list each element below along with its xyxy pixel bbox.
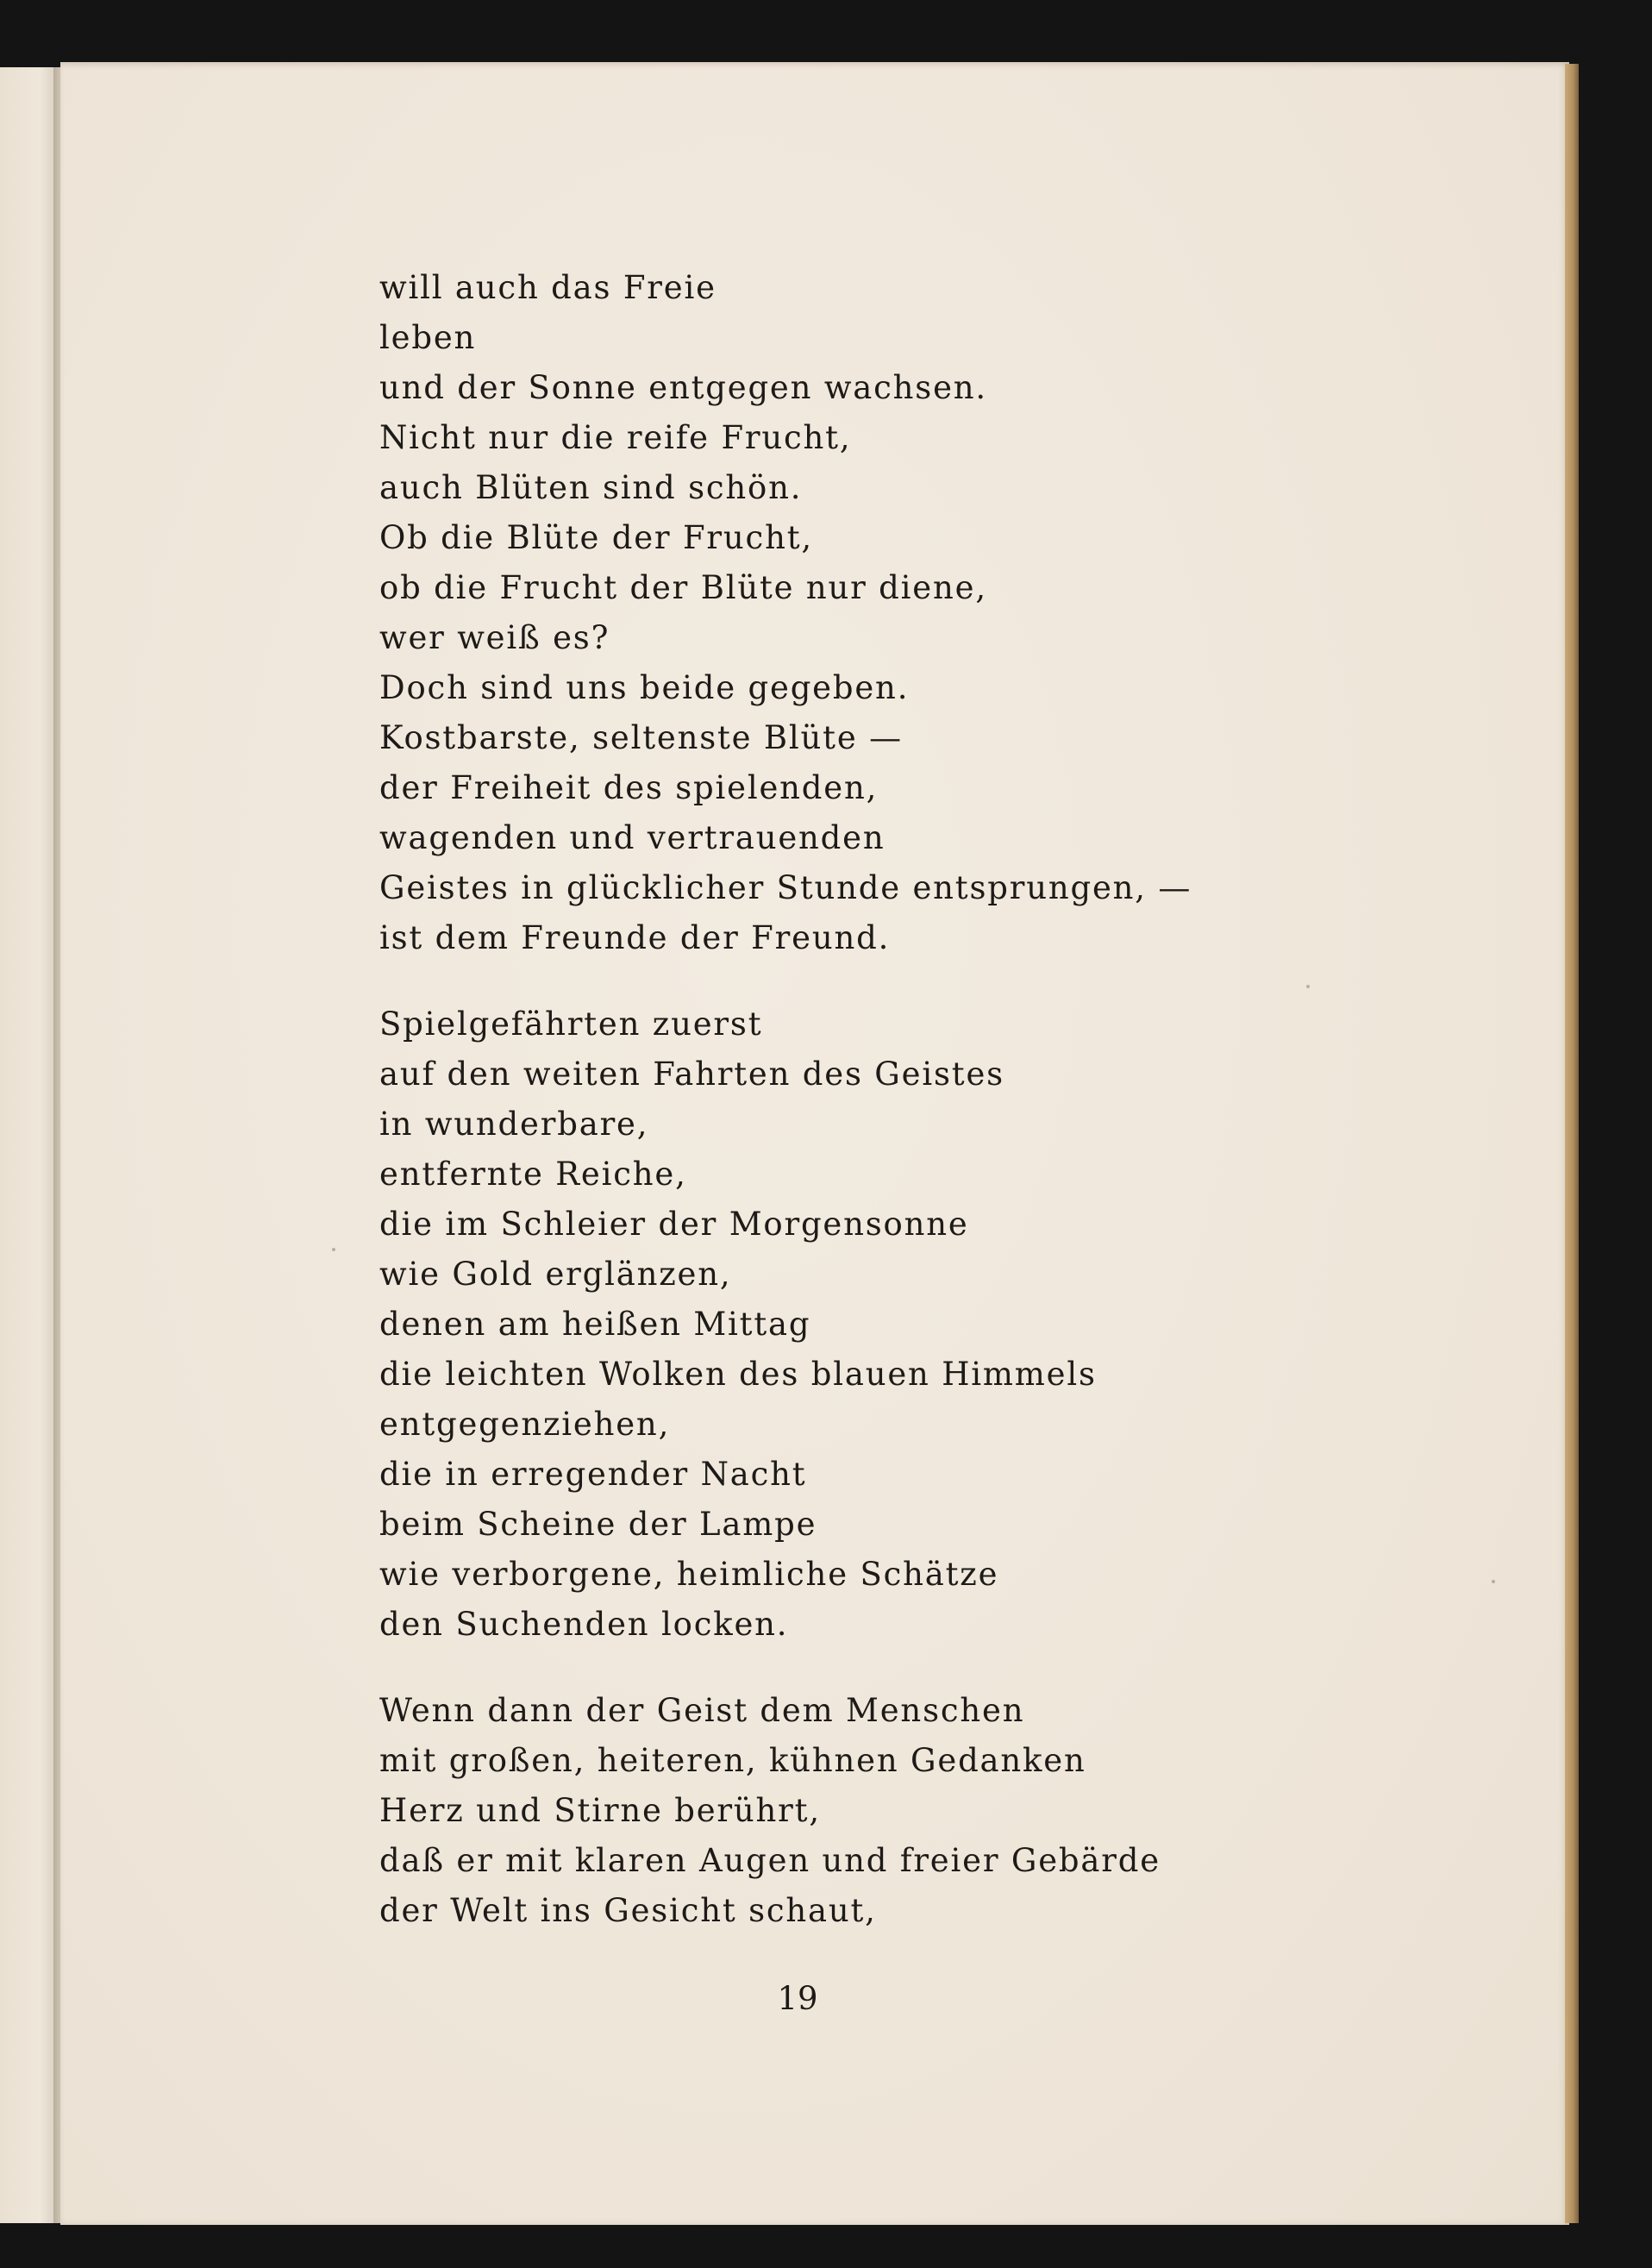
poem-line: Doch sind uns beide gegeben.: [379, 669, 910, 706]
poem-line: Ob die Blüte der Frucht,: [379, 519, 813, 556]
poem-line: auch Blüten sind schön.: [379, 469, 803, 506]
poem-line: Wenn dann der Geist dem Menschen: [379, 1692, 1025, 1729]
poem-line: daß er mit klaren Augen und freier Gebärde: [379, 1842, 1161, 1879]
poem-line: entgegenziehen,: [379, 1406, 671, 1443]
poem-line: mit großen, heiteren, kühnen Gedanken: [379, 1742, 1086, 1779]
poem-line: wer weiß es?: [379, 619, 610, 656]
poem-line: wie verborgene, heimliche Schätze: [379, 1556, 999, 1593]
poem-line: und der Sonne entgegen wachsen.: [379, 369, 987, 406]
poem-line: auf den weiten Fahrten des Geistes: [379, 1056, 1004, 1093]
left-page-edge: [0, 67, 57, 2223]
page-number: 19: [777, 1980, 818, 2017]
poem-line: in wunderbare,: [379, 1106, 649, 1143]
poem-line: will auch das Freie: [379, 269, 716, 306]
poem-line: der Freiheit des spielenden,: [379, 769, 879, 806]
poem-line: die in erregender Nacht: [379, 1456, 807, 1493]
poem-line: Spielgefährten zuerst: [379, 1006, 763, 1043]
poem-line: Geistes in glücklicher Stunde entsprungen, —: [379, 869, 1192, 906]
poem-line: der Welt ins Gesicht schaut,: [379, 1892, 877, 1929]
poem-line: ob die Frucht der Blüte nur diene,: [379, 569, 987, 606]
poem-line: Herz und Stirne berührt,: [379, 1792, 821, 1829]
paper-speck: [332, 1248, 335, 1251]
poem-line: Nicht nur die reife Frucht,: [379, 419, 852, 456]
poem-line: die im Schleier der Morgensonne: [379, 1206, 969, 1243]
stanza-2: [379, 999, 1414, 1650]
poem-line: die leichten Wolken des blauen Himmels: [379, 1356, 1097, 1393]
poem-line: entfernte Reiche,: [379, 1156, 687, 1193]
poem-line: ist dem Freunde der Freund.: [379, 919, 891, 956]
poem-line: den Suchenden locken.: [379, 1606, 789, 1643]
poem-line: denen am heißen Mittag: [379, 1306, 811, 1343]
poem-line: leben: [379, 319, 477, 356]
poem-line: wie Gold erglänzen,: [379, 1256, 732, 1293]
poem-line: wagenden und vertrauenden: [379, 819, 885, 856]
stanza-1: [379, 263, 1414, 963]
poem-line: Kostbarste, seltenste Blüte —: [379, 719, 903, 756]
paper-speck: [1492, 1580, 1495, 1583]
stanza-3: [379, 1686, 1414, 1936]
poem-line: beim Scheine der Lampe: [379, 1506, 817, 1543]
poem-text: [379, 263, 1414, 1936]
page-edge-shadow: [1565, 64, 1579, 2223]
